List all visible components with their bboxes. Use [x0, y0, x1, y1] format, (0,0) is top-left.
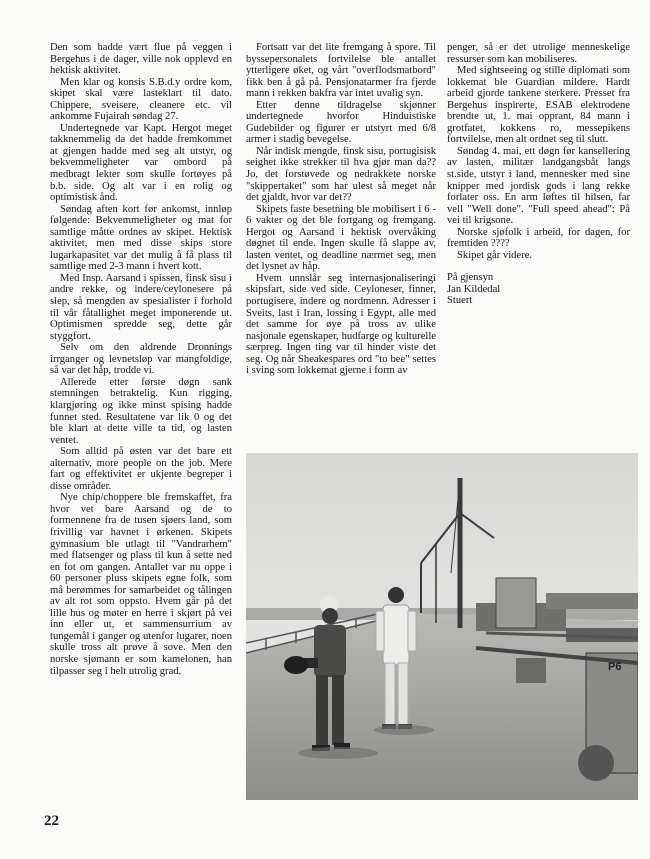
paragraph: Undertegnede var Kapt. Hergot meget takknemmelig da det hadde fremkommet at gjengen hadde med seg alt utstyr, og bekvemmeligheter var ombord på medbragt lekter som skulle fortøyes på b.b. side. Og alt var i en rolig og optimistisk ånd. [50, 122, 232, 204]
paragraph: Allerede etter første døgn sank stemningen betraktelig. Kun rigging, klargjøring og ikke minst spising hadde funnet sted. Resultatene var lik 0 og det ble klart at dette ville ta tid, og lasten ventet. [50, 376, 232, 446]
paragraph: Norske sjøfolk i arbeid, for dagen, for fremtiden ???? [447, 226, 630, 250]
deck-photo [246, 453, 638, 800]
paragraph: penger, så er det utrolige menneskelige ressurser som kan mobiliseres. [447, 42, 630, 65]
signature-greeting: På gjensyn [447, 272, 494, 284]
signature-block [447, 272, 630, 307]
paragraph: Fortsatt var det lite fremgang å spore. Til byssepersonalets fortvilelse ble antallet ytterligere øket, og vårt "overflodsmatbord" fikk ben å gå på. Pensjonatarmer fra fjerde mann i rekken bakfra var intet uvalig syn. [246, 42, 436, 100]
paragraph: Med Insp. Aarsand i spissen, finsk sisu i andre rekke, og indere/ceylonesere på slep, så mengden av spesialister i forhold til vår fåtallighet meget imponerende ut. Optimismen spredde seg, dette går styggfort. [50, 272, 232, 342]
paragraph: Med sightseeing og stille diplomati som lokkemat ble Guardian mildere. Hardt arbeid gjorde tankene sterkere. Presset fra Bergehus inspirerte, ESAB elektrodene brendte ut, 1. mai opprant, 84 mann i grotfatet, kokkens ro, messepikens fortvilelse, men alt ordnet seg til slutt. [447, 65, 630, 146]
article-column-2 [246, 42, 436, 377]
page-number: 22 [44, 813, 59, 829]
paragraph: Hvem unnslår seg internasjonaliseringi skipsfart, side ved side. Ceyloneser, finner, portugisere, indere og nordmenn. Adresser i Sveits, last i Iran, lossing i Egypt, alle med det samme for øye på tross av ulike nasjonale egenskaper, hudfarge og kulturelle særpreg. Ingen ting var til hinder viste det seg. Og når Sheakespares ord "to bee" settes i sving som lokkemat gjerne i form av [246, 272, 436, 377]
paragraph: Søndag aften kort før ankomst, innløp følgende: Bekvemmeligheter og mat for samtlige måtte ordnes av skipet. Hektisk aktivitet, men med disse skips store lugarkapasitet var det mulig å få plass til samtlige med 2-3 mann i hvert kott. [50, 203, 232, 273]
paragraph: Selv om den aldrende Dronnings irrganger og levnetsløp var mangfoldige, så var det håp, trodde vi. [50, 342, 232, 377]
article-column-1 [50, 42, 232, 677]
deck-photo-illustration [246, 453, 638, 800]
paragraph: Nye chip/choppere ble fremskaffet, fra hvor vet bare Aarsand og de to formennene fra de tusen sjøers land, som frivillig var havnet i ørkenen. Skipets gymnasium ble utlagt til "Vandrarhem" med flatsenger og plass til kun å sette ned en fot om gangen. Antallet var nu oppe i 60 personer pluss skipets egne folk, som må berømmes for samarbeidet og tålingen av alt rot som oppsto. Hvem går på det lille hus og møter en herre i skjørt på vei inn eller ut, et sammensurrium av tungemål i ganger og utenfor lugarer, noen skulle tross alt prøve å sove. Men den norske sjømann er som kamelonen, han tilpasser seg i helt utrolig grad. [50, 492, 232, 677]
paragraph: Som alltid på østen var det bare ett alternativ, more people on the job. Mere fart og effektivitet er ukjente begreper i disse områder. [50, 446, 232, 492]
shadow [374, 725, 434, 735]
paragraph: Skipets faste besetning ble mobilisert i 6 - 6 vakter og det ble fortgang og fremgang. Hergot og Aarsand i hektisk overvåking døgnet til ende. Ingen skulle få slappe av, lasten ventet, og deadline nærmet seg, men det lysnet av håp. [246, 203, 436, 273]
shadow [298, 747, 378, 759]
paragraph: Etter denne tildragelse skjønner undertegnede hvorfor Hinduistiske Gudebilder og figurer er utstyrt med 6/8 armer i stadig bevegelse. [246, 99, 436, 146]
paragraph: Skipet går videre. [457, 249, 533, 261]
paragraph: Den som hadde vært flue på veggen i Bergehus i de dager, ville nok opplevd en hektisk aktivitet. [50, 42, 232, 77]
deck-marking: P6 [608, 661, 622, 673]
signature-title: Stuert [447, 295, 473, 307]
paragraph: Men klar og konsis S.B.d.y ordre kom, skipet skal være lasteklart til dato. Chippere, sveisere, cleanere etc. vil ankomme Fujairah søndag 27. [50, 76, 232, 123]
article-column-3 [447, 42, 630, 307]
paragraph: Søndag 4. mai, ett døgn før kansellering av lasten, militær landgangsbåt langs st.side, utstyr i land, mennesker med sine knipper med jordisk gods i lang rekke forlater oss. En arm løftes til hilsen, far vell "Well done". "Full speed ahead": På vei til krigsone. [447, 145, 630, 227]
paragraph: Når indisk mengde, finsk sisu, portugisisk seighet ikke strekker til hva gjør man da?? Jo, det forstøvede og nedrakkete norske "skippertaket" som har ulest så meget når det gjaldt, hvor var det?? [246, 145, 436, 204]
signature-name: Jan Kildedal [447, 283, 501, 295]
